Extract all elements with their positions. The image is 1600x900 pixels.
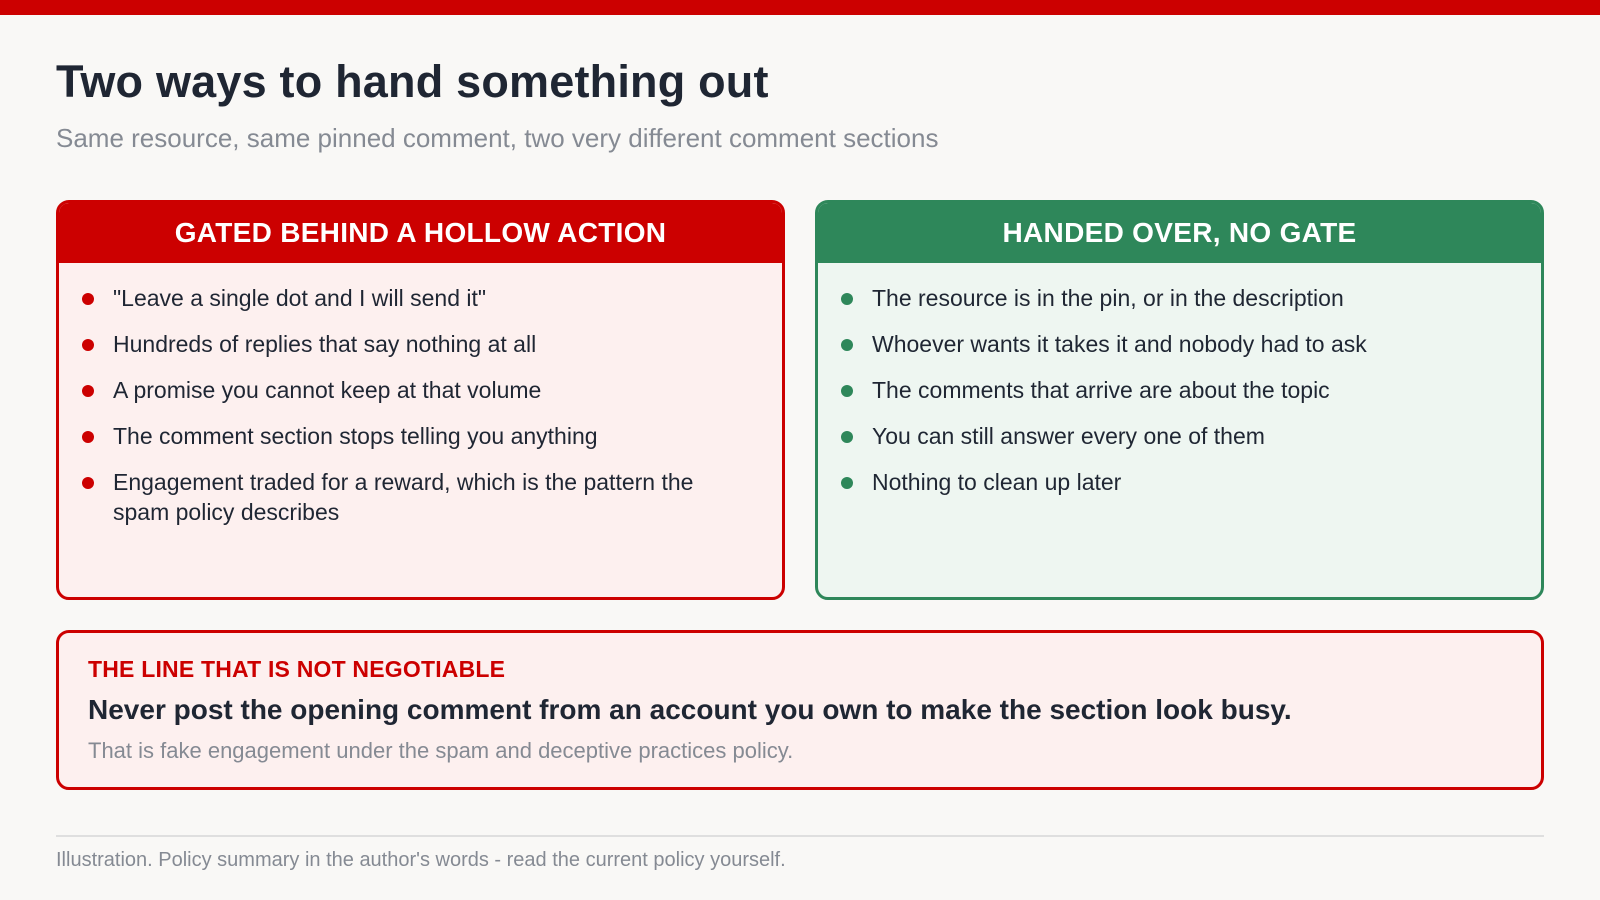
green-bullet-icon — [841, 293, 853, 305]
rule-label: THE LINE THAT IS NOT NEGOTIABLE — [88, 656, 506, 682]
list-item — [872, 467, 1501, 497]
green-bullet-icon — [841, 431, 853, 443]
non-negotiable-rule-box — [56, 630, 1544, 790]
list-item — [872, 421, 1501, 451]
list-item-text: Nothing to clean up later — [872, 469, 1122, 495]
list-item — [872, 375, 1501, 405]
list-item-text: "Leave a single dot and I will send it" — [113, 285, 487, 311]
list-item — [113, 283, 742, 313]
red-bullet-icon — [82, 293, 94, 305]
top-accent-bar — [0, 0, 1600, 15]
open-card-title: HANDED OVER, NO GATE — [818, 203, 1541, 263]
list-item-text: The comment section stops telling you anything — [113, 423, 598, 449]
gated-card-list — [59, 263, 782, 527]
footer-divider — [56, 835, 1544, 837]
page-subtitle: Same resource, same pinned comment, two very different comment sections — [56, 123, 939, 153]
gated-card-title: GATED BEHIND A HOLLOW ACTION — [59, 203, 782, 263]
red-bullet-icon — [82, 477, 94, 489]
list-item-text: Engagement traded for a reward, which is the pattern the spam policy describes — [113, 469, 694, 525]
open-card — [815, 200, 1544, 600]
list-item — [113, 467, 742, 527]
green-bullet-icon — [841, 339, 853, 351]
list-item — [872, 329, 1501, 359]
green-bullet-icon — [841, 385, 853, 397]
list-item-text: Whoever wants it takes it and nobody had to ask — [872, 331, 1367, 357]
open-card-list — [818, 263, 1541, 497]
list-item-text: The resource is in the pin, or in the description — [872, 285, 1344, 311]
list-item-text: A promise you cannot keep at that volume — [113, 377, 542, 403]
list-item-text: You can still answer every one of them — [872, 423, 1265, 449]
list-item — [872, 283, 1501, 313]
page-title: Two ways to hand something out — [56, 56, 769, 107]
footer-note: Illustration. Policy summary in the author's words - read the current policy yourself. — [56, 849, 786, 871]
rule-note: That is fake engagement under the spam and deceptive practices policy. — [88, 738, 794, 763]
list-item — [113, 329, 742, 359]
red-bullet-icon — [82, 385, 94, 397]
list-item-text: The comments that arrive are about the topic — [872, 377, 1330, 403]
rule-statement: Never post the opening comment from an account you own to make the section look busy. — [88, 694, 1292, 725]
green-bullet-icon — [841, 477, 853, 489]
list-item-text: Hundreds of replies that say nothing at all — [113, 331, 537, 357]
list-item — [113, 421, 742, 451]
red-bullet-icon — [82, 339, 94, 351]
list-item — [113, 375, 742, 405]
gated-card — [56, 200, 785, 600]
red-bullet-icon — [82, 431, 94, 443]
